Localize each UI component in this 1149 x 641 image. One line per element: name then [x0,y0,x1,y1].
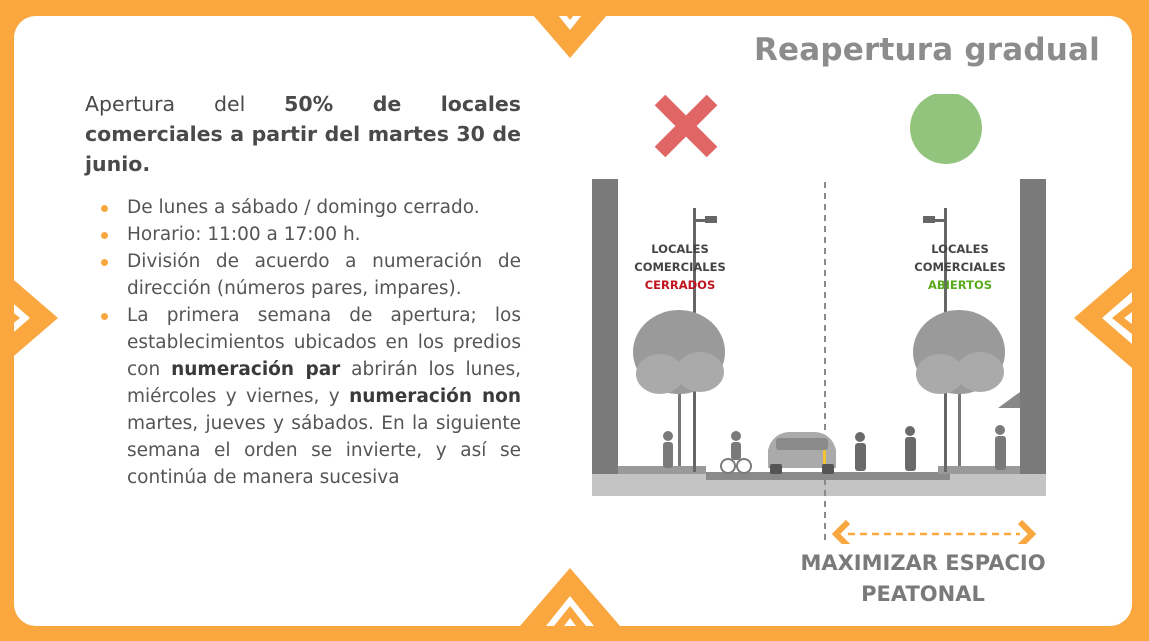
pedestrian [995,425,1006,470]
list-item-text: martes, jueves y sábados. En la siguiente semana el orden se invierte, y así se continúa de manera sucesiva [127,413,521,488]
building-right [1020,179,1046,479]
slide-card [14,16,1132,626]
list-item-bold: numeración par [171,359,341,380]
right-label-line1: LOCALES [931,242,989,256]
road-marker [823,450,826,464]
circle-icon [910,94,982,164]
left-label-line1: LOCALES [651,242,709,256]
chevron-left-decoration [14,268,74,368]
caption [800,548,1046,610]
list-item-text: La primera semana de apertura; los establecimientos ubicados en los predios con [127,305,521,380]
intro-text: Apertura del [85,92,285,116]
list-item-text: abrirán los lunes, miércoles y viernes, y [127,359,521,407]
chevron-right-decoration [1074,268,1132,368]
chevron-top-decoration [520,16,620,74]
sidewalk-left [618,466,706,474]
right-status-open: ABIERTOS [927,278,993,292]
tree-right [913,310,1005,466]
intro-paragraph [85,89,521,179]
building-left [592,179,618,479]
list-item: Horario: 11:00 a 17:00 h. [127,221,521,248]
double-arrow-icon [836,522,1032,544]
list-item [127,302,521,491]
caption-line1: MAXIMIZAR ESPACIO [800,551,1046,575]
pedestrian [663,431,673,468]
bullet-list [127,194,521,491]
pedestrian [855,432,866,471]
list-item: División de acuerdo a numeración de dirección (números pares, impares). [127,248,521,302]
left-status-closed: CERRADOS [644,278,716,292]
cyclist [721,431,751,473]
chevron-bottom-decoration [520,568,620,626]
list-item: De lunes a sábado / domingo cerrado. [127,194,521,221]
street-section-diagram [590,94,1050,544]
pedestrian [905,426,916,471]
sidewalk-right [938,466,1020,474]
left-label-line2: COMERCIALES [634,260,726,274]
intro-highlight: 50% de locales comerciales a partir del martes 30 de junio. [85,92,521,176]
cross-icon [660,100,712,152]
list-item-bold: numeración non [349,386,521,407]
page-title: Reapertura gradual [753,32,1100,68]
right-label-line2: COMERCIALES [914,260,1006,274]
tree-left [633,310,725,466]
awning [998,392,1020,408]
caption-line2: PEATONAL [861,582,985,606]
